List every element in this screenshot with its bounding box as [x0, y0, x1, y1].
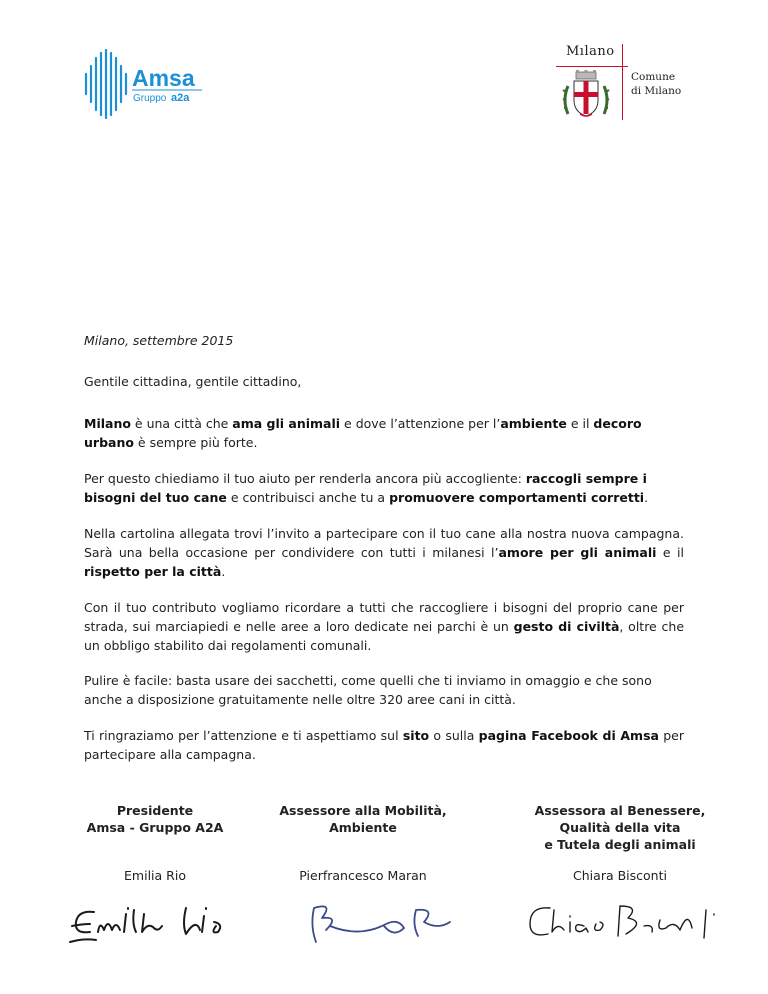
- paragraph-5: Pulire è facile: basta usare dei sacchetti, come quelli che ti inviamo in omaggio e che sono anche a disposizione gratuitamente nelle oltre 320 aree cani in città.: [84, 673, 652, 707]
- amsa-logo: [82, 48, 222, 120]
- paragraph-4: Con il tuo contributo vogliamo ricordare a tutti che raccogliere i bisogni del proprio cane per strada, sui marciapiedi e nelle aree a loro dedicate nei parchi è un gesto di civiltà, oltre che un obbligo stabilito dai regolamenti comunali.: [84, 600, 685, 653]
- paragraph-6: Ti ringraziamo per l’attenzione e ti aspettiamo sul sito o sulla pagina Facebook di Amsa per partecipare alla campagna.: [84, 728, 685, 762]
- signatory-1-role: Presidente Amsa - Gruppo A2A: [86, 803, 224, 835]
- milano-divider-vertical: [622, 44, 623, 120]
- amsa-brand-text: Amsa: [132, 65, 195, 91]
- comune-text: [631, 70, 681, 98]
- amsa-a2a-text: a2a: [171, 92, 190, 104]
- milano-divider-horizontal: [556, 66, 628, 67]
- milano-crest-icon: [560, 70, 612, 120]
- amsa-group-text: Gruppo: [133, 93, 167, 104]
- signature-chiara-bisconti: [520, 898, 730, 948]
- salutation: Gentile cittadina, gentile cittadino,: [84, 374, 302, 389]
- signatory-3-role: Assessora al Benessere, Qualità della vita e Tutela degli animali: [534, 803, 706, 852]
- milano-wordmark: Mılano: [566, 44, 615, 59]
- signatory-1-name: Emilia Rio: [124, 868, 186, 883]
- comune-line-2: di Mılano: [631, 85, 682, 97]
- signature-emilia-rio: [64, 898, 234, 950]
- signatory-2-role: Assessore alla Mobilità, Ambiente: [279, 803, 447, 835]
- paragraph-1: Milano è una città che ama gli animali e dove l’attenzione per l’ambiente e il decoro urbano è sempre più forte.: [84, 416, 642, 450]
- amsa-waves-icon: [82, 48, 222, 120]
- milano-logo: [556, 44, 706, 120]
- letter-date: Milano, settembre 2015: [84, 333, 234, 348]
- signatory-3-name: Chiara Bisconti: [573, 868, 667, 883]
- paragraph-2: Per questo chiediamo il tuo aiuto per renderla ancora più accogliente: raccogli sempre i bisogni del tuo cane e contribuisci anche tu a promuovere comportamenti corretti.: [84, 471, 649, 505]
- signature-pierfrancesco-maran: [300, 896, 470, 948]
- comune-line-1: Comune: [631, 71, 676, 83]
- signatory-2-name: Pierfrancesco Maran: [299, 868, 427, 883]
- paragraph-3: Nella cartolina allegata trovi l’invito a partecipare con il tuo cane alla nostra nuova campagna. Sarà una bella occasione per condividere con tutti i milanesi l’amore per gli animali e il rispetto per la città.: [84, 526, 684, 579]
